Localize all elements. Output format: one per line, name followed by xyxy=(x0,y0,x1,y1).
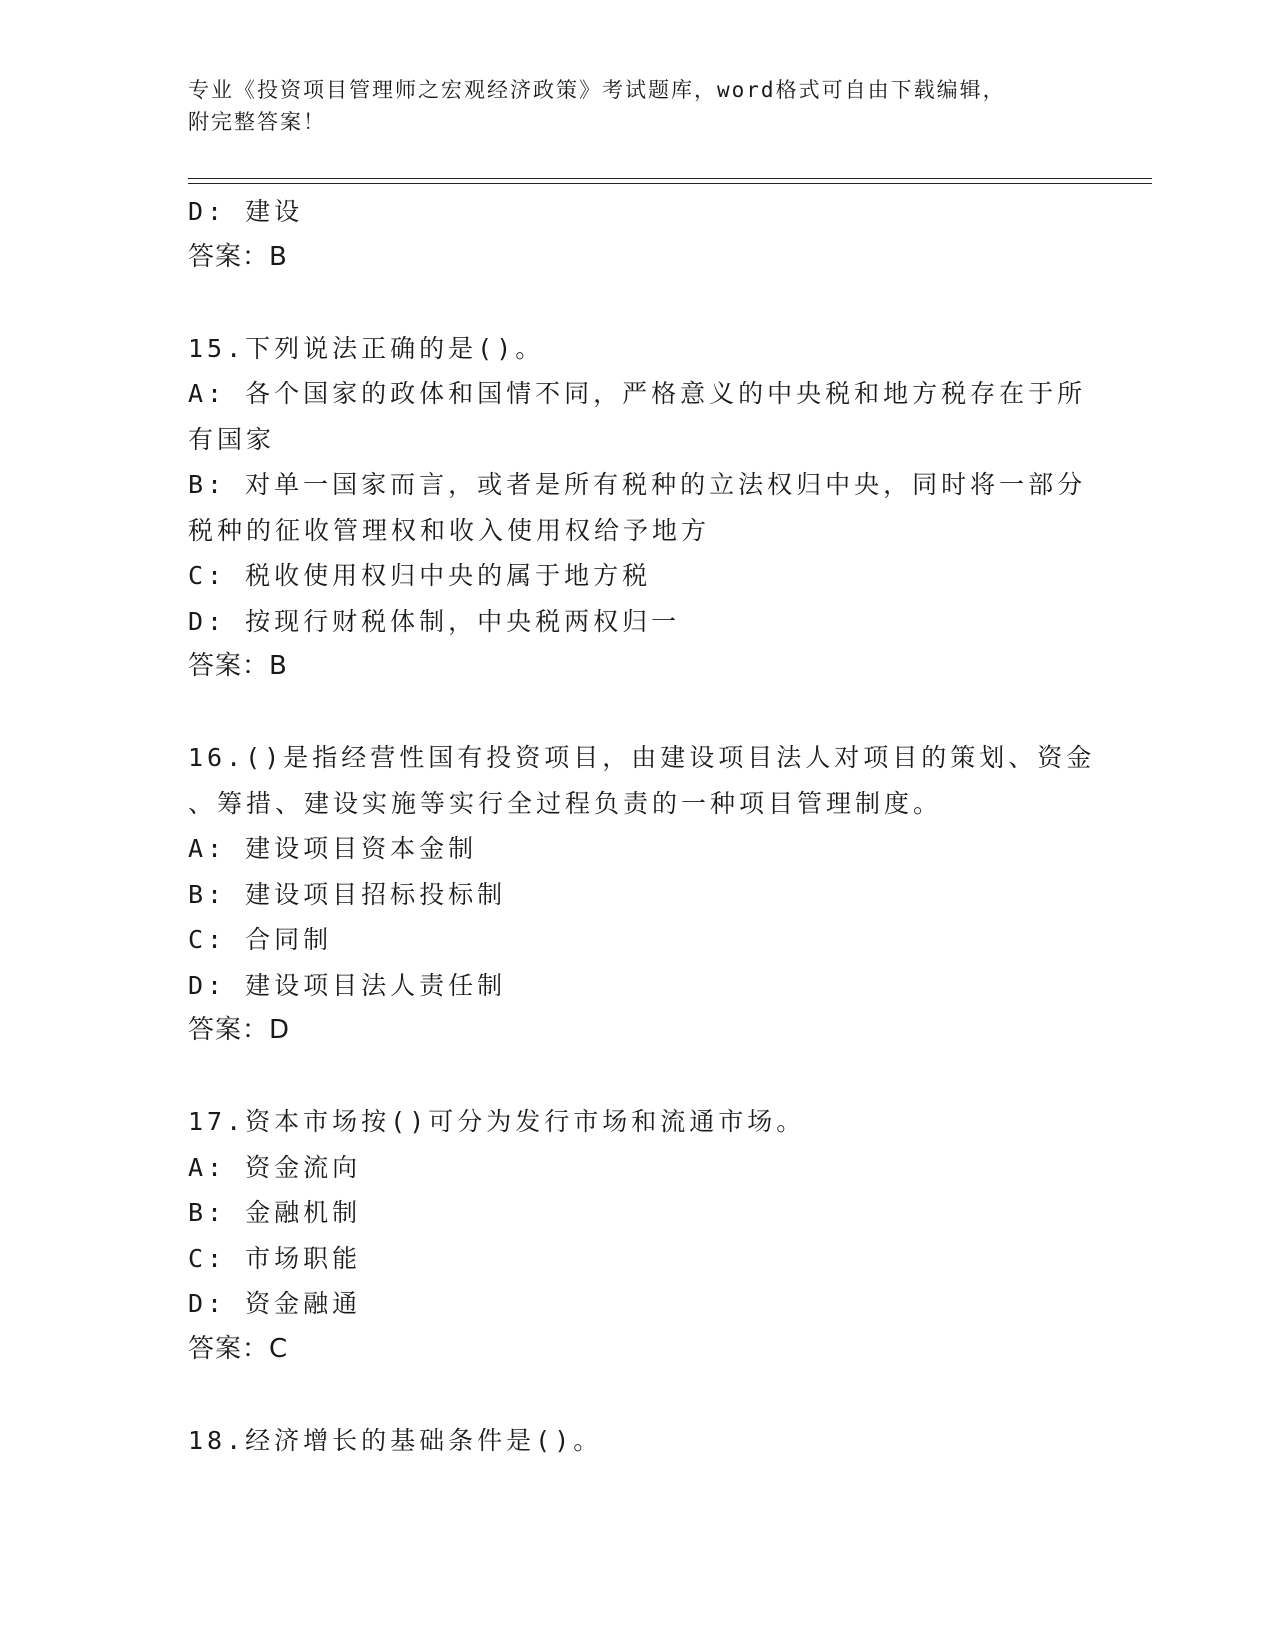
option-b-line-2: 税种的征收管理权和收入使用权给予地方 xyxy=(188,515,711,545)
option-b: B: 金融机制 xyxy=(188,1198,362,1227)
answer: 答案：D xyxy=(188,1015,291,1045)
header-divider-bottom xyxy=(188,183,1152,184)
header-line-1: 专业《投资项目管理师之宏观经济政策》考试题库，word格式可自由下载编辑， xyxy=(188,78,1006,102)
option-c: C: 合同制 xyxy=(188,925,333,954)
option-c: C: 市场职能 xyxy=(188,1243,362,1273)
option-d: D: 资金融通 xyxy=(188,1289,362,1318)
question-stem: 15.下列说法正确的是()。 xyxy=(188,333,545,363)
question-18 xyxy=(188,1418,1088,1464)
spacer xyxy=(188,280,1088,326)
option-a-line-1: A: 各个国家的政体和国情不同，严格意义的中央税和地方税存在于所 xyxy=(188,379,1087,408)
question-stem-line-1: 16.()是指经营性国有投资项目，由建设项目法人对项目的策划、资金 xyxy=(188,743,1096,772)
option-a-line-2: 有国家 xyxy=(188,424,276,454)
question-stem: 18.经济增长的基础条件是()。 xyxy=(188,1425,603,1455)
option-c: C: 税收使用权归中央的属于地方税 xyxy=(188,561,652,590)
answer: 答案：B xyxy=(188,651,288,681)
option-d: D: 建设项目法人责任制 xyxy=(188,970,507,1000)
prev-question-answer: 答案：B xyxy=(188,241,288,272)
spacer xyxy=(188,1372,1088,1418)
question-17 xyxy=(188,1099,1088,1372)
spacer xyxy=(188,690,1088,736)
answer: 答案：C xyxy=(188,1333,289,1364)
option-b: B: 建设项目招标投标制 xyxy=(188,879,507,909)
prev-question-option-d: D: 建设 xyxy=(188,197,304,226)
header-divider-top xyxy=(188,178,1152,179)
option-b-line-1: B: 对单一国家而言，或者是所有税种的立法权归中央，同时将一部分 xyxy=(188,470,1087,499)
question-16 xyxy=(188,735,1096,1054)
spacer xyxy=(188,1054,1088,1100)
header-line-2: 附完整答案！ xyxy=(188,110,326,134)
question-15 xyxy=(188,326,1088,690)
document-body xyxy=(188,189,1096,1463)
document-header xyxy=(188,74,1088,138)
question-stem-line-2: 、筹措、建设实施等实行全过程负责的一种项目管理制度。 xyxy=(188,788,943,818)
option-a: A: 建设项目资本金制 xyxy=(188,834,478,863)
option-d: D: 按现行财税体制，中央税两权归一 xyxy=(188,606,681,636)
option-a: A: 资金流向 xyxy=(188,1152,362,1182)
question-stem: 17.资本市场按()可分为发行市场和流通市场。 xyxy=(188,1107,806,1136)
